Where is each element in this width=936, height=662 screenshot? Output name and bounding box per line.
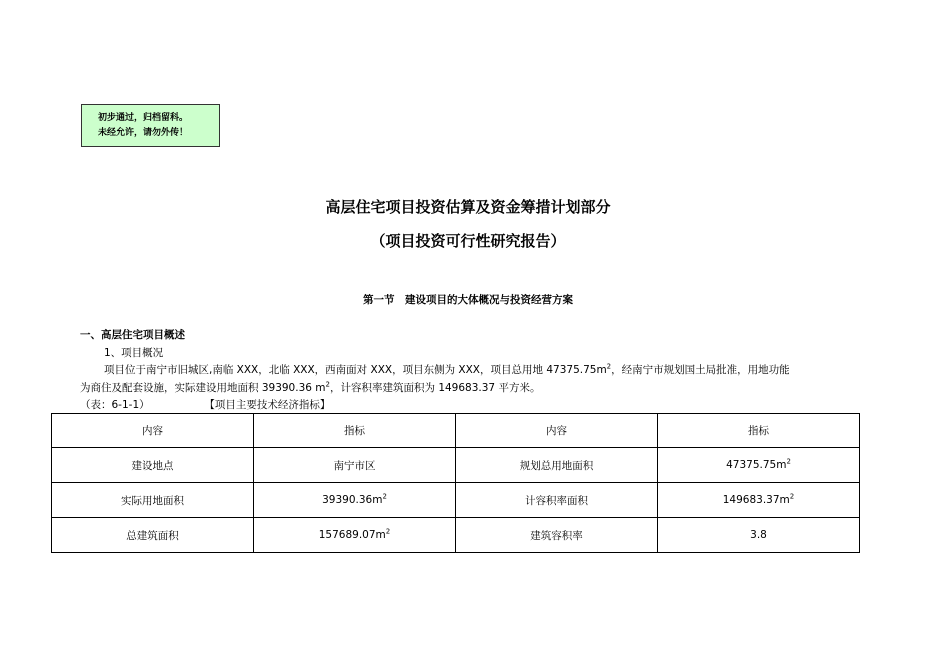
cell-superscript: 2: [382, 492, 387, 501]
cell-value: 3.8: [750, 529, 767, 541]
table-row: [52, 448, 860, 483]
overview-paragraph-line-2: [80, 380, 540, 395]
cell-value: 39390.36m: [322, 494, 383, 506]
overview-paragraph-line-1: [104, 362, 790, 377]
indicators-table: [51, 413, 860, 553]
document-subtitle: （项目投资可行性研究报告）: [370, 232, 566, 250]
stamp-line-2: 未经允许，请勿外传！: [98, 128, 189, 138]
cell-value: 149683.37m: [722, 494, 790, 506]
para1-superscript: 2: [606, 362, 612, 371]
header-cell: 内容: [52, 414, 254, 448]
overview-subheading: 1、项目概况: [104, 347, 164, 359]
header-cell: 内容: [456, 414, 658, 448]
cell-value: 南宁市区: [333, 459, 376, 472]
table-cell: 建设地点: [52, 448, 254, 483]
header-cell: 指标: [658, 414, 860, 448]
overview-heading: 一、高层住宅项目概述: [80, 329, 185, 341]
cell-superscript: 2: [786, 457, 791, 466]
header-cell: 指标: [254, 414, 456, 448]
table-cell: 实际用地面积: [52, 483, 254, 518]
approval-stamp-box: [81, 104, 220, 147]
table-caption-line: [80, 397, 330, 412]
para1-text: 项目位于南宁市旧城区,南临 XXX，北临 XXX，西南面对 XXX，项目东侧为 XXX，项目总用地 47375.75m: [104, 364, 607, 376]
stamp-line-1: 初步通过，归档留科。: [98, 113, 189, 123]
para2-text: 为商住及配套设施，实际建设用地面积 39390.36 m: [80, 382, 326, 394]
table-cell: [254, 448, 456, 483]
cell-value: 47375.75m: [726, 459, 787, 471]
table-title: 【项目主要技术经济指标】: [209, 399, 331, 411]
table-cell: [254, 483, 456, 518]
table-cell: 总建筑面积: [52, 518, 254, 553]
section-heading: 第一节 建设项目的大体概况与投资经营方案: [363, 294, 573, 306]
table-cell: 规划总用地面积: [456, 448, 658, 483]
table-cell: [254, 518, 456, 553]
para1-text-end: ，经南宁市规划国土局批准，用地功能: [611, 364, 790, 376]
para2-text-end: ，计容积率建筑面积为 149683.37 平方米。: [329, 382, 541, 394]
document-title: 高层住宅项目投资估算及资金筹措计划部分: [325, 198, 611, 216]
cell-value: 157689.07m: [318, 529, 386, 541]
table-cell: 建筑容积率: [456, 518, 658, 553]
table-caption: （表：6-1-1）: [80, 399, 150, 411]
table-cell: 计容积率面积: [456, 483, 658, 518]
table-header-row: [52, 414, 860, 448]
table-cell: [658, 483, 860, 518]
table-cell: [658, 518, 860, 553]
table-row: [52, 483, 860, 518]
para2-superscript: 2: [325, 380, 330, 389]
table-row: [52, 518, 860, 553]
table-cell: [658, 448, 860, 483]
cell-superscript: 2: [385, 527, 391, 536]
cell-superscript: 2: [789, 492, 795, 501]
